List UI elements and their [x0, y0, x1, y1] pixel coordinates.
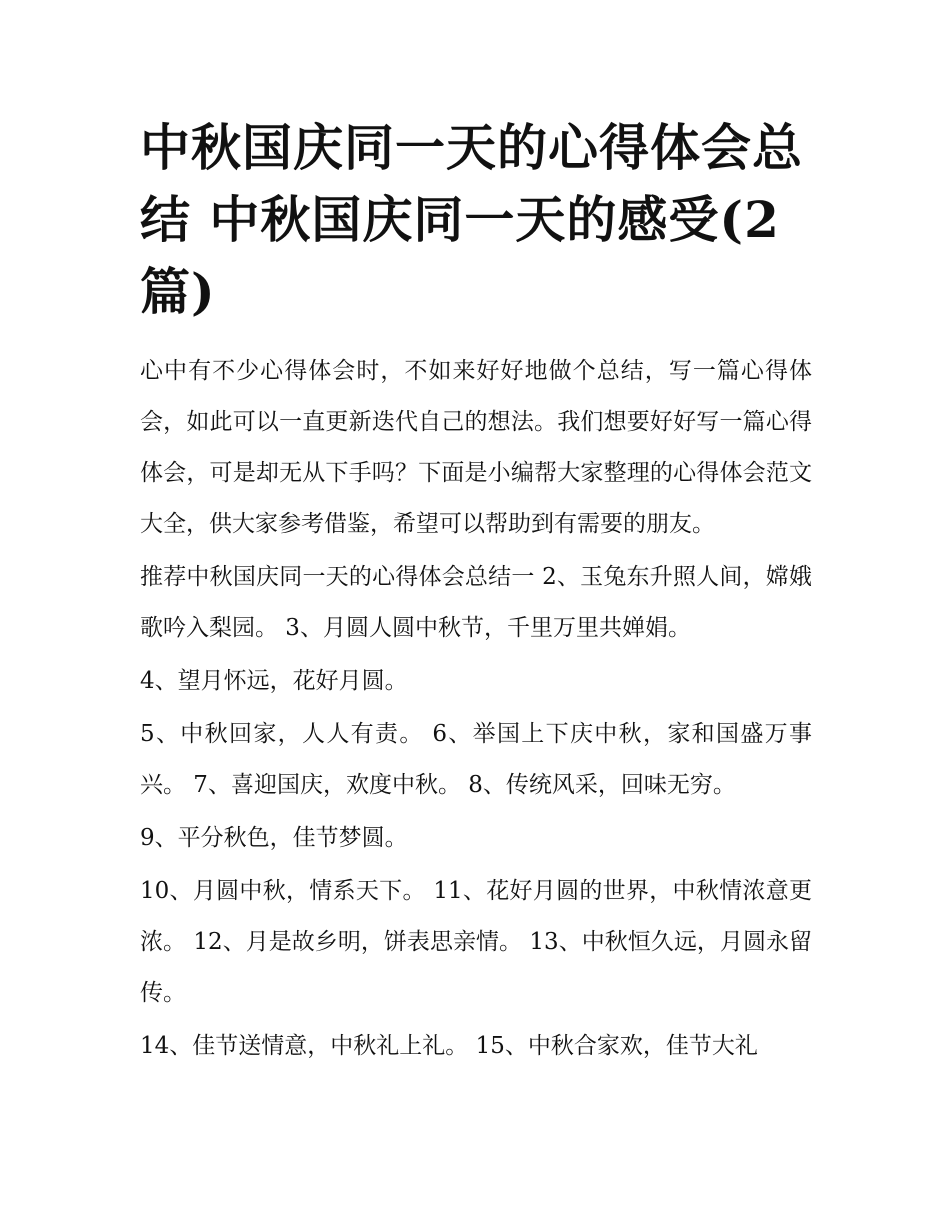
body-paragraph-5: 10、月圆中秋，情系天下。 11、花好月圆的世界，中秋情浓意更浓。 12、月是故乡明，饼表思亲情。 13、中秋恒久远，月圆永留传。 [140, 878, 812, 1006]
body-paragraph-6: 14、佳节送情意，中秋礼上礼。 15、中秋合家欢，佳节大礼 [140, 1033, 758, 1059]
body-paragraph-4: 9、平分秋色，佳节梦圆。 [140, 825, 408, 851]
document-page [140, 112, 812, 1074]
body-paragraph-1: 推荐中秋国庆同一天的心得体会总结一 2、玉兔东升照人间，嫦娥歌吟入梨园。 3、月圆人圆中秋节，千里万里共婵娟。 [140, 564, 812, 641]
document-title: 中秋国庆同一天的心得体会总结 中秋国庆同一天的感受(2篇) [140, 118, 803, 321]
intro-paragraph: 心中有不少心得体会时，不如来好好地做个总结，写一篇心得体会，如此可以一直更新迭代自己的想法。我们想要好好写一篇心得体会，可是却无从下手吗？下面是小编帮大家整理的心得体会范文大全，供大家参考借鉴，希望可以帮助到有需要的朋友。 [140, 358, 812, 537]
body-paragraph-2: 4、望月怀远，花好月圆。 [140, 668, 408, 694]
body-paragraph-3: 5、中秋回家，人人有责。 6、举国上下庆中秋，家和国盛万事兴。 7、喜迎国庆，欢度中秋。 8、传统风采，回味无穷。 [140, 721, 812, 798]
